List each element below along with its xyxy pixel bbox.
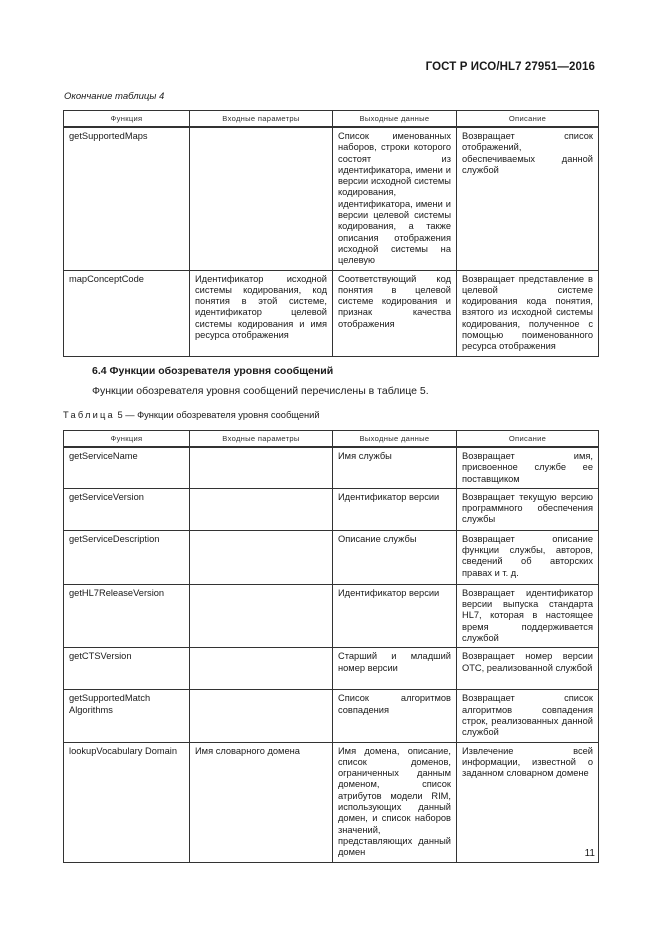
cell-description: Возвращает номер версии ОТС, реализованной службой bbox=[457, 648, 599, 690]
table-row bbox=[64, 742, 599, 862]
cell-function: lookupVocabulary Domain bbox=[64, 742, 190, 862]
table-row bbox=[64, 488, 599, 530]
cell-input bbox=[190, 488, 333, 530]
cell-output: Имя домена, описание, список доменов, ограниченных данным доменом, список атрибутов модели RIM, использующих данный домен, и список наборов значений, представляющих данный домен bbox=[333, 742, 457, 862]
table5-caption bbox=[63, 410, 320, 420]
cell-output: Соответствующий код понятия в целевой системе кодирования и признак качества отображения bbox=[333, 270, 457, 356]
table4 bbox=[63, 110, 599, 357]
table-row bbox=[64, 127, 599, 270]
cell-function: getHL7ReleaseVersion bbox=[64, 584, 190, 647]
cell-description: Возвращает идентификатор версии выпуска стандарта HL7, которая в настоящее время поддерживается службой bbox=[457, 584, 599, 647]
column-header-output: Выходные данные bbox=[333, 431, 457, 448]
cell-input: Идентификатор исходной системы кодирования, код понятия в этой системе, идентификатор целевой системы кодирования и имя ресурса отображения bbox=[190, 270, 333, 356]
cell-output: Старший и младший номер версии bbox=[333, 648, 457, 690]
column-header-function: Функция bbox=[64, 111, 190, 128]
column-header-description: Описание bbox=[457, 111, 599, 128]
cell-output: Список именованных наборов, строки которого состоят из идентификатора, имени и версии исходной системы кодирования, идентификатора, имени и версии целевой системы кодирования, а также описания отображения исходной системы на целевую bbox=[333, 127, 457, 270]
cell-input: Имя словарного домена bbox=[190, 742, 333, 862]
table5-header-row bbox=[64, 431, 599, 448]
cell-description: Возвращает список отображений, обеспечиваемых данной службой bbox=[457, 127, 599, 270]
cell-description: Возвращает текущую версию программного обеспечения службы bbox=[457, 488, 599, 530]
cell-function: getSupportedMatch Algorithms bbox=[64, 690, 190, 742]
cell-function: getSupportedMaps bbox=[64, 127, 190, 270]
cell-output: Имя службы bbox=[333, 447, 457, 488]
cell-description: Извлечение всей информации, известной о заданном словарном домене bbox=[457, 742, 599, 862]
cell-function: getCTSVersion bbox=[64, 648, 190, 690]
cell-function: getServiceName bbox=[64, 447, 190, 488]
cell-input bbox=[190, 530, 333, 584]
table4-continuation-caption: Окончание таблицы 4 bbox=[64, 91, 165, 102]
cell-description: Возвращает имя, присвоенное службе ее поставщиком bbox=[457, 447, 599, 488]
cell-output: Список алгоритмов совпадения bbox=[333, 690, 457, 742]
table5-caption-title: 5 — Функции обозревателя уровня сообщений bbox=[114, 410, 320, 420]
cell-description: Возвращает представление в целевой системе кодирования кода понятия, взятого из исходной системы кодирования, полученное с помощью поименованного ресурса отображения bbox=[457, 270, 599, 356]
table-row bbox=[64, 648, 599, 690]
cell-description: Возвращает описание функции службы, авторов, сведений об авторских правах и т. д. bbox=[457, 530, 599, 584]
cell-input bbox=[190, 584, 333, 647]
section-text: Функции обозревателя уровня сообщений перечислены в таблице 5. bbox=[92, 385, 429, 397]
column-header-description: Описание bbox=[457, 431, 599, 448]
table-row bbox=[64, 584, 599, 647]
cell-input bbox=[190, 127, 333, 270]
table-row bbox=[64, 530, 599, 584]
column-header-output: Выходные данные bbox=[333, 111, 457, 128]
document-header: ГОСТ Р ИСО/HL7 27951—2016 bbox=[425, 61, 595, 73]
table4-header-row bbox=[64, 111, 599, 128]
cell-description: Возвращает список алгоритмов совпадения строк, реализованных данной службой bbox=[457, 690, 599, 742]
cell-input bbox=[190, 690, 333, 742]
column-header-function: Функция bbox=[64, 431, 190, 448]
table-row bbox=[64, 690, 599, 742]
table-row bbox=[64, 270, 599, 356]
cell-function: mapConceptCode bbox=[64, 270, 190, 356]
table-row bbox=[64, 447, 599, 488]
cell-function: getServiceDescription bbox=[64, 530, 190, 584]
cell-output: Описание службы bbox=[333, 530, 457, 584]
table5-caption-label: Таблица bbox=[63, 410, 115, 420]
cell-output: Идентификатор версии bbox=[333, 584, 457, 647]
cell-input bbox=[190, 447, 333, 488]
column-header-input: Входные параметры bbox=[190, 111, 333, 128]
section-title: 6.4 Функции обозревателя уровня сообщений bbox=[92, 365, 334, 377]
cell-function: getServiceVersion bbox=[64, 488, 190, 530]
table5 bbox=[63, 430, 599, 863]
cell-output: Идентификатор версии bbox=[333, 488, 457, 530]
page-number: 11 bbox=[584, 848, 595, 859]
column-header-input: Входные параметры bbox=[190, 431, 333, 448]
cell-input bbox=[190, 648, 333, 690]
